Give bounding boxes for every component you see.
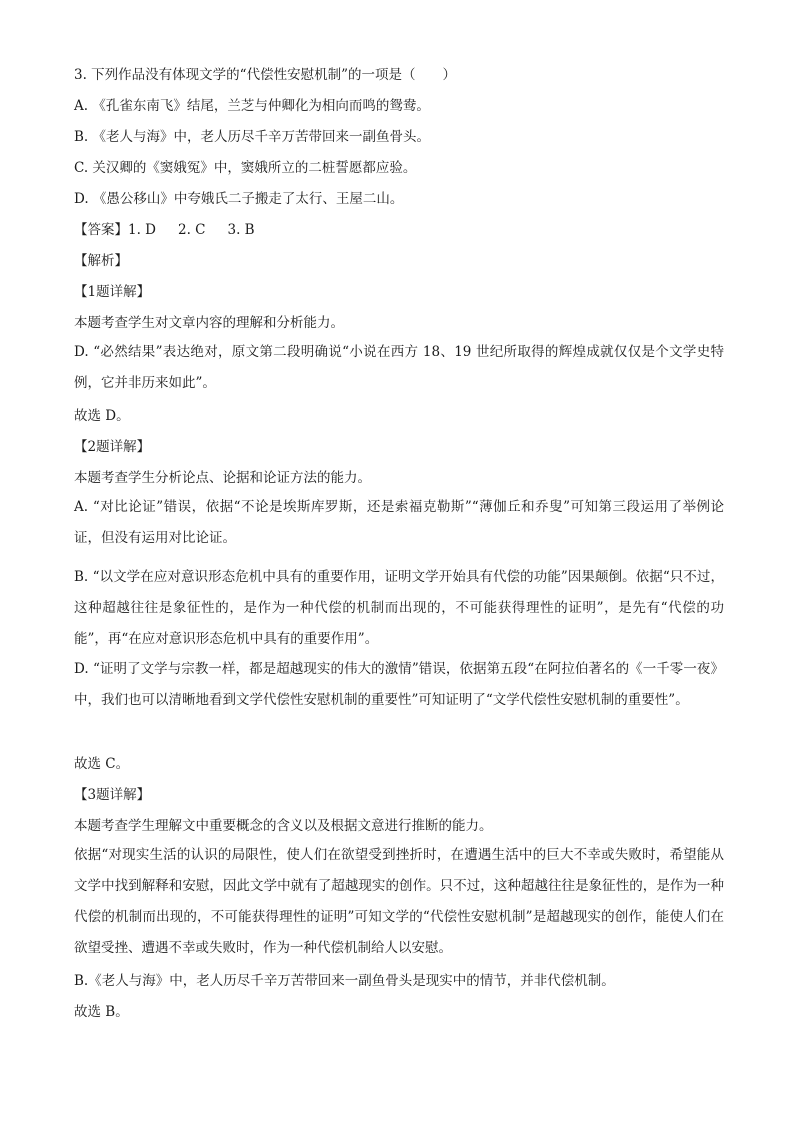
q1-option-d-analysis: D. “必然结果”表达绝对，原文第二段明确说“小说在西方 18、19 世纪所取得的辉煌成就仅仅是个文学史特例，它并非历来如此”。 bbox=[74, 344, 724, 391]
q3-basis-analysis: 依据“对现实生活的认识的局限性，使人们在欲望受到挫折时，在遭遇生活中的巨大不幸或失败时，希望能从文学中找到解释和安慰，因此文学中就有了超越现实的创作。只不过，这种超越往往是象征性的，是作为一种代偿的机制而出现的，不可能获得理性的证明”可知文学的“代偿性安慰机制”是超越现实的创作，能使人们在欲望受挫、遭遇不幸或失败时，作为一种代偿机制给人以安慰。 bbox=[74, 847, 724, 956]
answer-label: 【答案】 bbox=[74, 222, 128, 238]
q2-intro: 本题考查学生分析论点、论据和论证方法的能力。 bbox=[74, 470, 371, 486]
q2-heading: 【2题详解】 bbox=[74, 439, 151, 455]
answer-item: 1. D bbox=[128, 222, 156, 238]
q2-option-b-analysis: B. “以文学在应对意识形态危机中具有的重要作用，证明文学开始具有代偿的功能”因果颠倒。依据“只不过，这种超越往往是象征性的，是作为一种代偿的机制而出现的，不可能获得理性的证明”，是先有“代偿的功能”，再“在应对意识形态危机中具有的重要作用”。 bbox=[74, 569, 724, 647]
q2-option-d-analysis: D. “证明了文学与宗教一样，都是超越现实的伟大的激情”错误，依据第五段“在阿拉伯著名的《一千零一夜》中，我们也可以清晰地看到文学代偿性安慰机制的重要性”可知证明了“文学代偿性安慰机制的重要性”。 bbox=[74, 661, 724, 708]
q2-option-a-analysis: A. “对比论证”错误，依据“不论是埃斯库罗斯，还是索福克勒斯”“薄伽丘和乔叟”可知第三段运用了举例论证，但没有运用对比论证。 bbox=[74, 499, 724, 546]
q1-conclusion: 故选 D。 bbox=[74, 408, 130, 424]
q3-conclusion: 故选 B。 bbox=[74, 1004, 129, 1020]
analysis-label: 【解析】 bbox=[74, 253, 128, 269]
q1-heading: 【1题详解】 bbox=[74, 284, 151, 300]
q3-intro: 本题考查学生理解文中重要概念的含义以及根据文意进行推断的能力。 bbox=[74, 818, 493, 834]
question-stem: 3. 下列作品没有体现文学的“代偿性安慰机制”的一项是（ ） bbox=[74, 67, 456, 83]
option-c: C. 关汉卿的《窦娥冤》中，窦娥所立的二桩誓愿都应验。 bbox=[74, 160, 417, 176]
option-a: A. 《孔雀东南飞》结尾，兰芝与仲卿化为相向而鸣的鸳鸯。 bbox=[74, 98, 430, 114]
q3-heading: 【3题详解】 bbox=[74, 787, 151, 803]
q2-conclusion: 故选 C。 bbox=[74, 756, 130, 772]
option-d: D. 《愚公移山》中夸娥氏二子搬走了太行、王屋二山。 bbox=[74, 191, 404, 207]
q3-option-b-analysis: B.《老人与海》中，老人历尽千辛万苦带回来一副鱼骨头是现实中的情节，并非代偿机制。 bbox=[74, 973, 615, 989]
q1-intro: 本题考查学生对文章内容的理解和分析能力。 bbox=[74, 315, 344, 331]
option-b: B. 《老人与海》中，老人历尽千辛万苦带回来一副鱼骨头。 bbox=[74, 129, 431, 145]
answer-item: 2. C bbox=[178, 222, 206, 238]
answer-line bbox=[74, 221, 277, 239]
answer-item: 3. B bbox=[227, 222, 255, 238]
